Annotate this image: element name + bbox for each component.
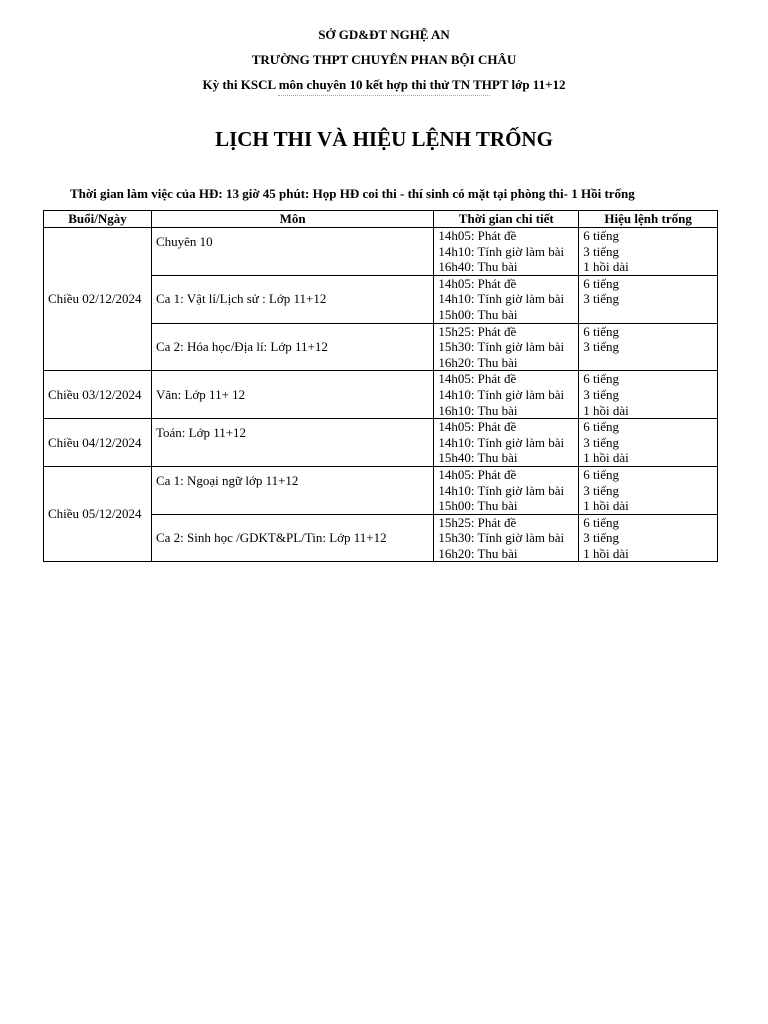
- drum-signal-line: 1 hồi dài: [583, 545, 629, 561]
- time-line: 14h10: Tính giờ làm bài: [438, 386, 565, 402]
- drum-signal-line: 6 tiếng: [583, 466, 620, 482]
- drum-signal-line: 3 tiếng: [583, 530, 620, 546]
- time-line: 16h40: Thu bài: [438, 259, 518, 275]
- drum-signal-cell: [579, 514, 718, 562]
- department-name: SỞ GD&ĐT NGHỆ AN: [318, 27, 450, 42]
- subject-cell: Ca 1: Vật lí/Lịch sử : Lớp 11+12: [151, 275, 433, 323]
- drum-signal-line: 6 tiếng: [583, 514, 620, 530]
- drum-signal-line: 1 hồi dài: [583, 259, 629, 275]
- table-row: [44, 228, 718, 276]
- table-row: [44, 466, 718, 514]
- subject-cell: Ca 1: Ngoại ngữ lớp 11+12: [151, 466, 433, 514]
- detailed-time-cell: [434, 419, 579, 467]
- drum-signal-line: 1 hồi dài: [583, 450, 629, 466]
- time-line: 14h05: Phát đề: [438, 466, 517, 482]
- exam-name: Kỳ thi KSCL môn chuyên 10 kết hợp thi thử TN THPT lớp 11+12: [202, 77, 566, 92]
- drum-signal-line: 3 tiếng: [583, 434, 620, 450]
- schedule-body: [44, 228, 718, 562]
- subject-cell: Văn: Lớp 11+ 12: [151, 371, 433, 419]
- time-line: 15h25: Phát đề: [438, 323, 517, 339]
- time-line: 15h00: Thu bài: [438, 306, 518, 322]
- time-line: 16h10: Thu bài: [438, 402, 518, 418]
- detailed-time-cell: [434, 371, 579, 419]
- drum-signal-line: 6 tiếng: [583, 371, 620, 387]
- time-line: 14h10: Tính giờ làm bài: [438, 291, 565, 307]
- council-work-time-note: Thời gian làm việc của HĐ: 13 giờ 45 phút: Họp HĐ coi thi - thí sinh có mặt tại phòng thi- 1 Hồi trống: [70, 186, 635, 201]
- drum-signal-line: 6 tiếng: [583, 275, 620, 291]
- time-line: 16h20: Thu bài: [438, 354, 518, 370]
- time-line: 14h05: Phát đề: [438, 419, 517, 435]
- subject-cell: Toán: Lớp 11+12: [151, 419, 433, 467]
- drum-signal-cell: [579, 228, 718, 276]
- drum-signal-line: 3 tiếng: [583, 243, 620, 259]
- drum-signal-line: 6 tiếng: [583, 323, 620, 339]
- drum-signal-cell: [579, 419, 718, 467]
- drum-signal-line: 3 tiếng: [583, 482, 620, 498]
- time-line: 15h25: Phát đề: [438, 514, 517, 530]
- table-header-row: [44, 211, 718, 228]
- time-line: 14h10: Tính giờ làm bài: [438, 434, 565, 450]
- time-line: 14h10: Tính giờ làm bài: [438, 482, 565, 498]
- exam-schedule-table: [43, 210, 718, 562]
- column-header-session-date: Buổi/Ngày: [44, 211, 152, 228]
- column-header-detailed-time: Thời gian chi tiết: [434, 211, 579, 228]
- table-row: [44, 419, 718, 467]
- time-line: 15h00: Thu bài: [438, 498, 518, 514]
- detailed-time-cell: [434, 514, 579, 562]
- time-line: 14h10: Tính giờ làm bài: [438, 243, 565, 259]
- page-title: LỊCH THI VÀ HIỆU LỆNH TRỐNG: [215, 127, 553, 151]
- time-line: 14h05: Phát đề: [438, 275, 517, 291]
- subject-cell: Ca 2: Hóa học/Địa lí: Lớp 11+12: [151, 323, 433, 371]
- time-line: 14h05: Phát đề: [438, 371, 517, 387]
- drum-signal-cell: [579, 275, 718, 323]
- drum-signal-line: 3 tiếng: [583, 386, 620, 402]
- time-line: 15h30: Tính giờ làm bài: [438, 339, 565, 355]
- subject-cell: Ca 2: Sinh học /GDKT&PL/Tin: Lớp 11+12: [151, 514, 433, 562]
- school-name: TRƯỜNG THPT CHUYÊN PHAN BỘI CHÂU: [251, 52, 517, 67]
- drum-signal-line: 1 hồi dài: [583, 498, 629, 514]
- drum-signal-line: 3 tiếng: [583, 339, 620, 355]
- detailed-time-cell: [434, 275, 579, 323]
- session-date-cell: Chiều 04/12/2024: [44, 419, 152, 467]
- drum-signal-cell: [579, 323, 718, 371]
- drum-signal-line: 3 tiếng: [583, 291, 620, 307]
- time-line: 16h20: Thu bài: [438, 545, 518, 561]
- drum-signal-line: 6 tiếng: [583, 419, 620, 435]
- drum-signal-line: 6 tiếng: [583, 228, 620, 243]
- table-row: [44, 371, 718, 419]
- drum-signal-cell: [579, 466, 718, 514]
- detailed-time-cell: [434, 323, 579, 371]
- drum-signal-cell: [579, 371, 718, 419]
- time-line: 15h40: Thu bài: [438, 450, 518, 466]
- subject-cell: Chuyên 10: [151, 228, 433, 276]
- drum-signal-line: 1 hồi dài: [583, 402, 629, 418]
- detailed-time-cell: [434, 228, 579, 276]
- column-header-drum-signal: Hiệu lệnh trống: [579, 211, 718, 228]
- session-date-cell: Chiều 05/12/2024: [44, 466, 152, 562]
- session-date-cell: Chiều 02/12/2024: [44, 228, 152, 371]
- session-date-cell: Chiều 03/12/2024: [44, 371, 152, 419]
- time-line: 15h30: Tính giờ làm bài: [438, 530, 565, 546]
- column-header-subject: Môn: [151, 211, 433, 228]
- detailed-time-cell: [434, 466, 579, 514]
- time-line: 14h05: Phát đề: [438, 228, 517, 243]
- exam-name-underline: [278, 95, 490, 96]
